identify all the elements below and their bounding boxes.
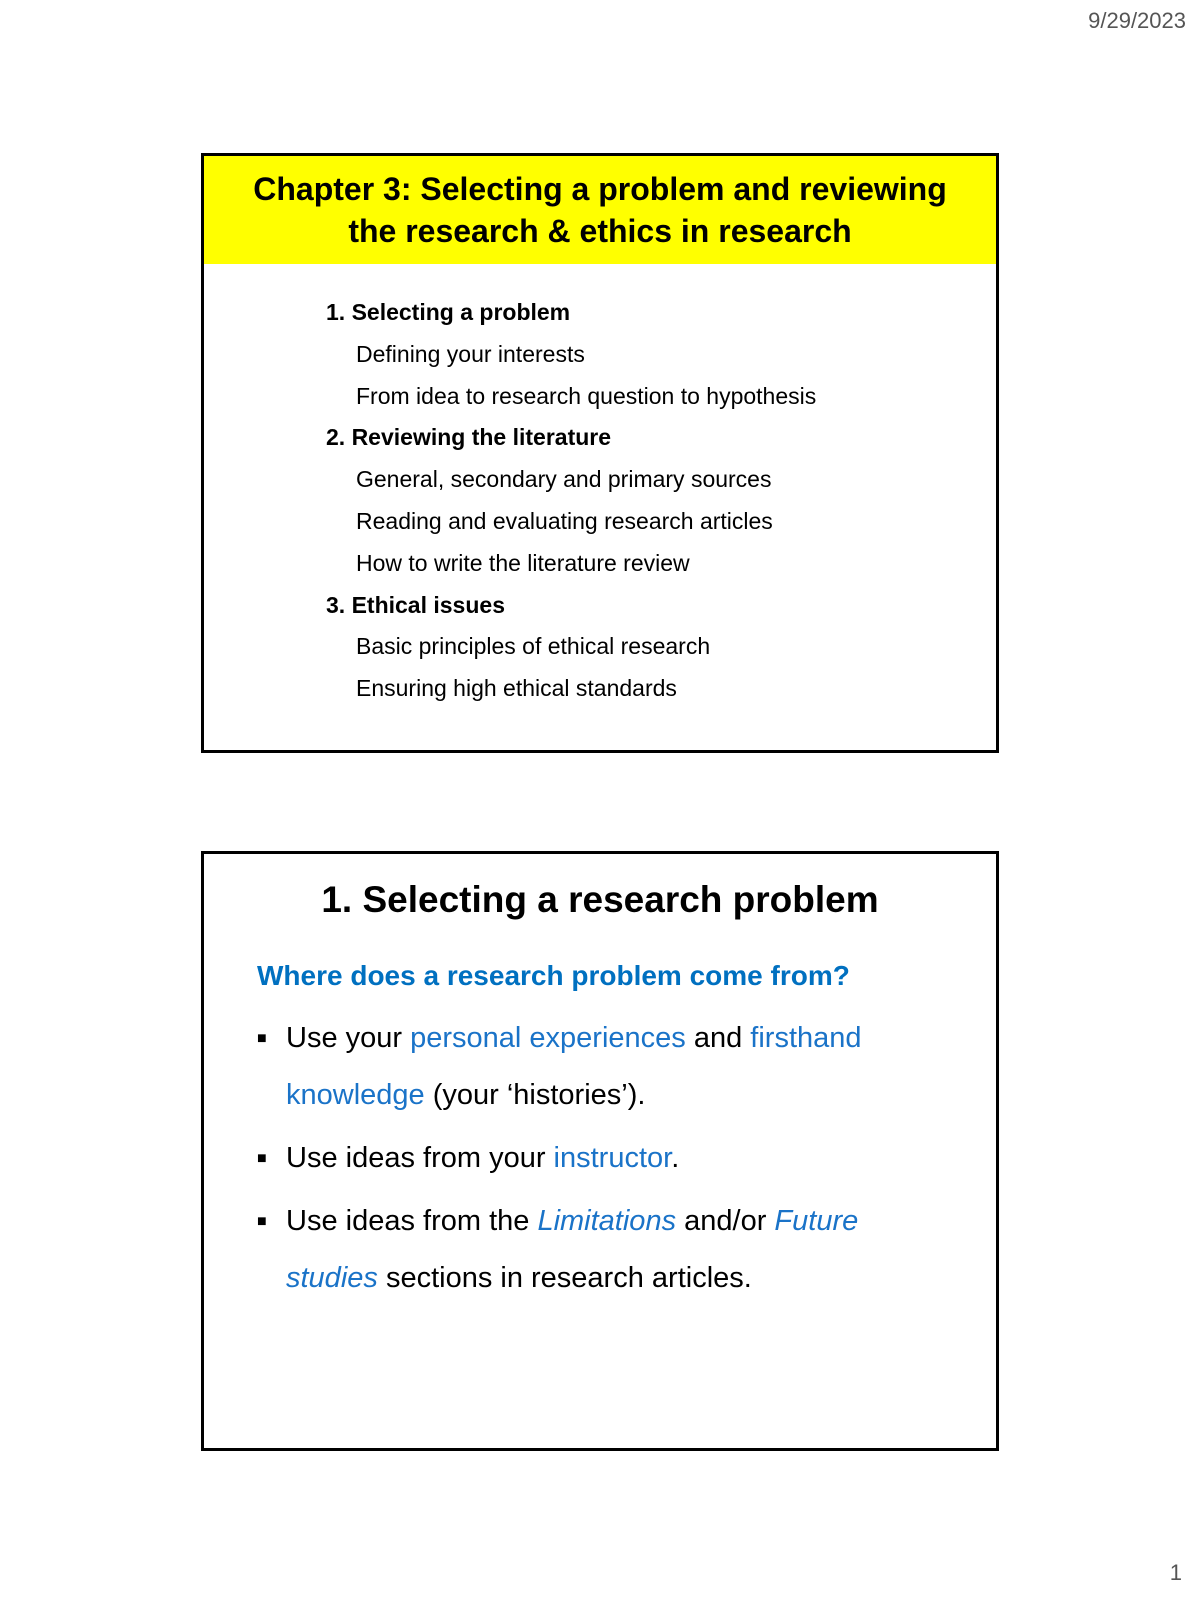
page-number: 1 (1169, 1560, 1182, 1585)
slide-selecting-research-problem (201, 851, 999, 1451)
bullet-text: Use your personal experiences and firsthand knowledge (your ‘histories’). (286, 1022, 862, 1111)
outline-item: Basic principles of ethical research (356, 633, 711, 660)
outline-item: Ensuring high ethical standards (356, 675, 677, 702)
square-bullet-icon: ■ (257, 1030, 267, 1047)
square-bullet-icon: ■ (257, 1213, 267, 1230)
slide-title: 1. Selecting a research problem (321, 879, 879, 920)
bullet-text: Use ideas from the Limitations and/or Future studies sections in research articles. (286, 1205, 859, 1294)
outline-section-heading: 3. Ethical issues (326, 591, 505, 618)
slide-chapter-overview (201, 153, 999, 753)
highlight-term: firsthand knowledge (286, 1022, 862, 1111)
slide-title-banner (204, 156, 996, 264)
highlight-term: instructor (553, 1142, 672, 1174)
bullet-item (257, 1010, 916, 1124)
outline-section-heading: 1. Selecting a problem (326, 299, 571, 325)
slide-title-line-2: the research & ethics in research (348, 213, 852, 249)
bullet-list (204, 1010, 996, 1307)
outline-section-heading: 2. Reviewing the literature (326, 424, 612, 451)
outline-item: General, secondary and primary sources (356, 466, 772, 493)
square-bullet-icon: ■ (257, 1150, 267, 1167)
bullet-item (257, 1193, 916, 1307)
slide-title-line-1: Chapter 3: Selecting a problem and reviewing (253, 171, 947, 207)
outline-item: Defining your interests (356, 340, 585, 367)
outline-item: Reading and evaluating research articles (356, 507, 773, 534)
outline-item: How to write the literature review (356, 549, 690, 576)
bullet-text: Use ideas from your instructor. (286, 1142, 680, 1174)
page-date: 9/29/2023 (1088, 8, 1186, 33)
highlight-term: Future studies (286, 1205, 859, 1294)
bullet-item (257, 1130, 916, 1187)
highlight-term: personal experiences (410, 1022, 686, 1054)
chapter-outline (204, 292, 996, 710)
highlight-term: Limitations (537, 1205, 677, 1237)
slide-subheading-question: Where does a research problem come from? (257, 960, 850, 991)
outline-item: From idea to research question to hypothesis (356, 382, 817, 409)
